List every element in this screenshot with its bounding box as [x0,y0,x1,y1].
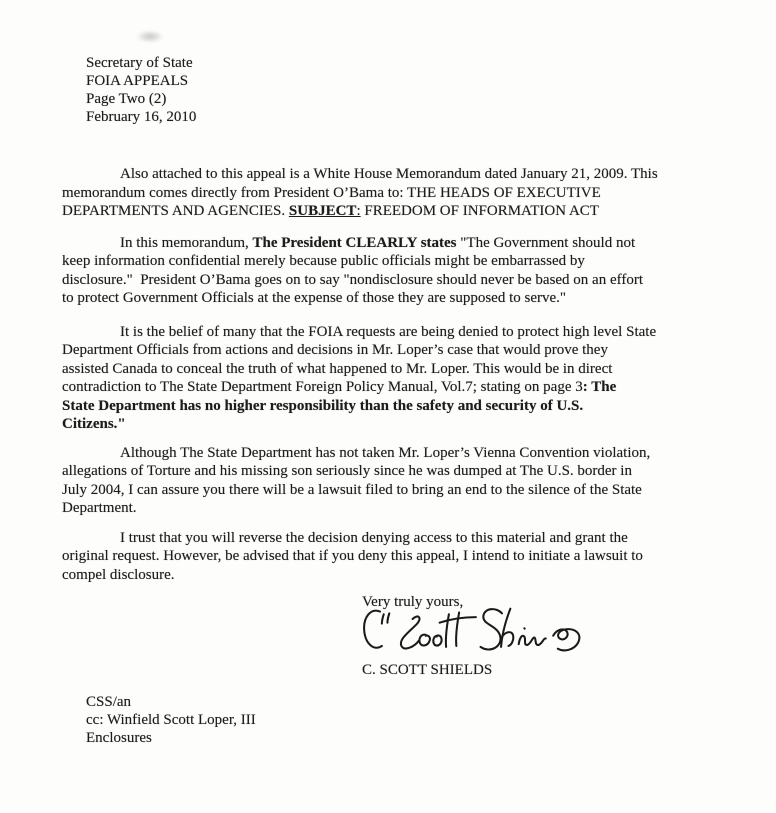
body-line [62,165,762,184]
text-segment: Although The State Department has not taken Mr. Loper’s Vienna Convention violation, [120,444,651,461]
text-segment: Department. [62,500,137,516]
text-segment: allegations of Torture and his missing son seriously since he was dumped at The U.S. border in [62,463,632,479]
text-segment: SUBJECT [288,203,357,219]
text-segment: contradiction to The State Department Foreign Policy Manual, Vol.7; stating on page 3 [62,379,583,395]
signed-name: C. SCOTT SHIELDS [362,662,493,678]
text-segment: assisted Canada to conceal the truth of what happened to Mr. Loper. This would be in direct [62,360,613,377]
text-segment: DEPARTMENTS AND AGENCIES. [62,203,289,219]
header-recipient: Secretary of State [86,55,193,71]
text-segment: Also attached to this appeal is a White House Memorandum dated January 21, 2009. This [120,166,658,182]
text-segment: disclosure." President O’Bama goes on to say "nondisclosure should never be based on an effort [62,271,644,288]
enclosures-line: Enclosures [86,730,152,746]
signature-icon [352,605,776,659]
body-line [62,547,762,566]
scan-smudge [136,30,164,43]
header-page-number: Page Two (2) [86,91,167,107]
body-line [62,397,762,416]
text-segment: compel disclosure. [62,566,175,583]
paragraph [62,529,762,585]
typist-initials: CSS/an [86,694,132,710]
header-date: February 16, 2010 [86,109,197,125]
paragraph [62,323,762,434]
body-line [62,360,762,379]
body-line [62,202,762,221]
paragraph [62,165,762,221]
body-line [62,271,762,290]
text-segment: I trust that you will reverse the decision denying access to this material and grant the [120,529,628,546]
text-segment: It is the belief of many that the FOIA requests are being denied to protect high level State [120,323,657,340]
body-line [62,341,762,360]
body-line [62,415,762,434]
text-segment: The President CLEARLY states [252,234,457,251]
body-line [62,323,762,342]
closing-block [362,593,776,679]
body-line [62,566,762,585]
text-segment: to protect Government Officials at the expense of those they are supposed to serve." [62,290,567,306]
valediction: Very truly yours, [362,594,464,610]
text-segment: State Department has no higher responsibility than the safety and security of U.S. [62,397,584,414]
body-line [62,462,762,481]
text-segment: In this memorandum, [120,234,253,251]
text-segment: "The Government should not [456,234,636,251]
text-segment: July 2004, I can assure you there will be a lawsuit filed to bring an end to the silence of the State [62,481,642,498]
header-subject-line: FOIA APPEALS [86,73,189,89]
letter-footer [86,693,776,747]
body-line [62,234,762,253]
body-line [62,529,762,548]
body-line [62,499,762,518]
cc-line: cc: Winfield Scott Loper, III [86,712,256,728]
body-line [62,444,762,463]
text-segment: memorandum comes directly from President O’Bama to: THE HEADS OF EXECUTIVE [62,184,601,201]
body-line [62,252,762,271]
paragraph [62,444,762,518]
paragraph [62,234,762,308]
text-segment: keep information confidential merely because public officials might be embarrassed by [62,253,585,269]
text-segment: Citizens." [62,416,126,432]
body-line [62,378,762,397]
text-segment: FREEDOM OF INFORMATION ACT [360,203,599,219]
text-segment: : [356,203,361,219]
body-line [62,289,762,308]
text-segment: Department Officials from actions and decisions in Mr. Loper’s case that would prove they [62,342,608,358]
body-line [62,184,762,203]
letter-header [86,54,776,126]
text-segment: : The [582,379,617,395]
body-line [62,481,762,500]
letter-body [62,165,762,584]
text-segment: original request. However, be advised that if you deny this appeal, I intend to initiate a lawsuit to [62,548,643,564]
